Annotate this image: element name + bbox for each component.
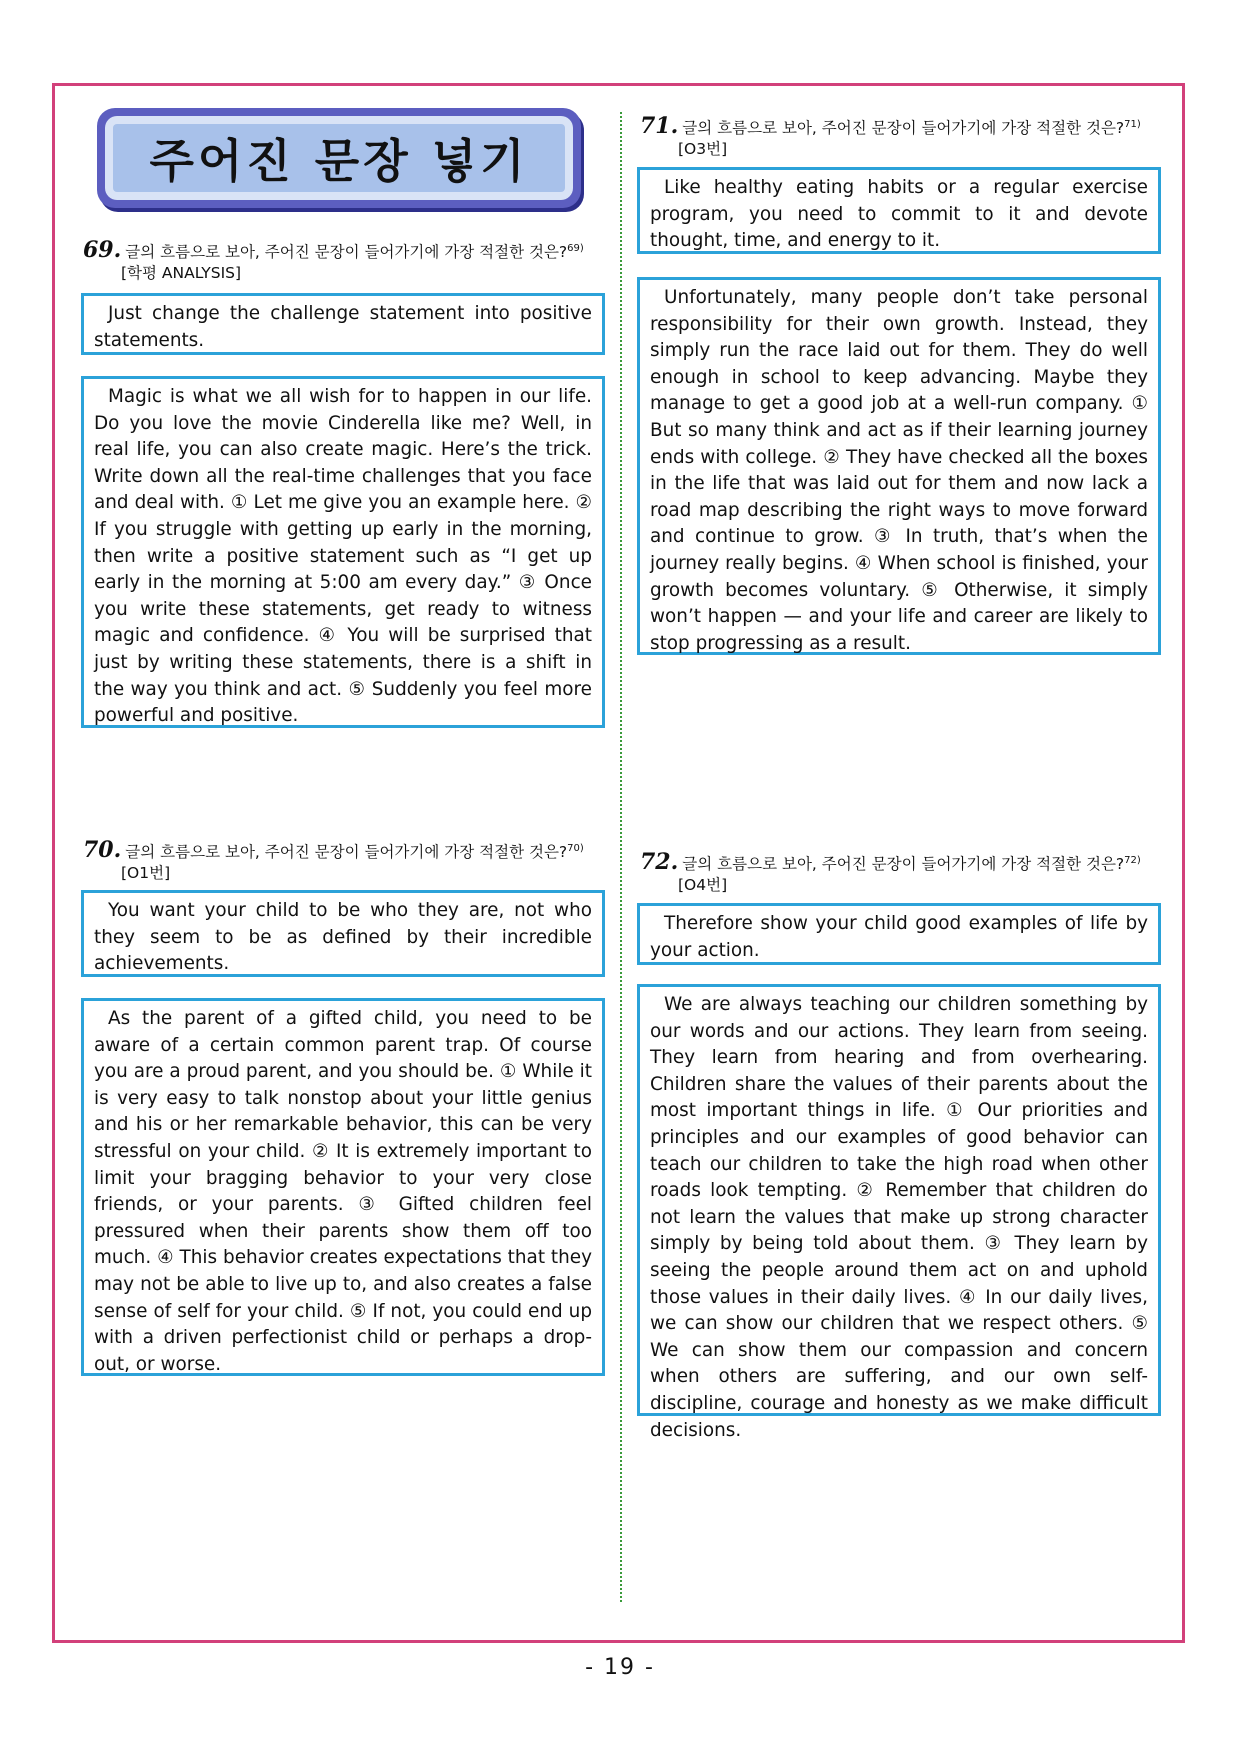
- question-source: [O3번]: [678, 140, 728, 158]
- passage-72: We are always teaching our children something by our words and our actions. They learn from seeing. They learn from hearing and from overhearing. Children share the values of their parents about the most important things in life. ① Our priorities and principles and our examples of good behavior can teach our children to take the high road when other roads look tempting. ② Remember that children do not learn the values that make up strong character simply by being told about them. ③ They learn by seeing the people around them act on and uphold those values in their daily lives. ④ In our daily lives, we can show our children that we respect others. ⑤ We can show them our compassion and concern when others are suffering, and our own self-discipline, courage and honesty as we make difficult decisions.: [637, 984, 1161, 1416]
- footnote-marker: 72): [1124, 854, 1141, 866]
- question-69-header: [83, 237, 603, 284]
- section-title-banner: [97, 108, 581, 208]
- section-title: 주어진 문장 넣기: [113, 124, 565, 192]
- question-prompt: 글의 흐름으로 보아, 주어진 문장이 들어가기에 가장 적절한 것은?: [682, 855, 1125, 873]
- question-source: [O4번]: [678, 876, 728, 894]
- question-prompt: 글의 흐름으로 보아, 주어진 문장이 들어가기에 가장 적절한 것은?: [125, 843, 568, 861]
- question-71-header: [640, 113, 1170, 160]
- passage-69: Magic is what we all wish for to happen in our life. Do you love the movie Cinderella like me? Well, in real life, you can also create magic. Here’s the trick. Write down all the real-time challenges that you face and deal with. ① Let me give you an example here. ② If you struggle with getting up early in the morning, then write a positive statement such as “I get up early in the morning at 5:00 am every day.” ③ Once you write these statements, get ready to witness magic and confidence. ④ You will be surprised that just by writing these statements, there is a shift in the way you think and act. ⑤ Suddenly you feel more powerful and positive.: [81, 376, 605, 728]
- column-divider: [620, 112, 622, 1602]
- question-source: [학평 ANALYSIS]: [121, 264, 242, 282]
- question-72-header: [640, 849, 1170, 896]
- question-number: 71.: [640, 113, 679, 139]
- given-sentence-71: Like healthy eating habits or a regular exercise program, you need to commit to it and devote thought, time, and energy to it.: [637, 167, 1161, 254]
- question-number: 69.: [83, 237, 122, 263]
- question-number: 70.: [83, 837, 122, 863]
- question-prompt: 글의 흐름으로 보아, 주어진 문장이 들어가기에 가장 적절한 것은?: [125, 243, 568, 261]
- question-prompt: 글의 흐름으로 보아, 주어진 문장이 들어가기에 가장 적절한 것은?: [682, 119, 1125, 137]
- footnote-marker: 70): [567, 842, 584, 854]
- given-sentence-72: Therefore show your child good examples of life by your action.: [637, 903, 1161, 965]
- page-number: - 19 -: [585, 1655, 655, 1680]
- footnote-marker: 69): [567, 242, 584, 254]
- question-source: [O1번]: [121, 864, 171, 882]
- question-70-header: [83, 837, 603, 884]
- given-sentence-70: You want your child to be who they are, not who they seem to be as defined by their incredible achievements.: [81, 890, 605, 977]
- passage-71: Unfortunately, many people don’t take personal responsibility for their own growth. Instead, they simply run the race laid out for them. They do well enough in school to keep advancing. Maybe they manage to get a good job at a well-run company. ① But so many think and act as if their learning journey ends with college. ② They have checked all the boxes in the life that was laid out for them and now lack a road map describing the right ways to move forward and continue to grow. ③ In truth, that’s when the journey really begins. ④ When school is finished, your growth becomes voluntary. ⑤ Otherwise, it simply won’t happen — and your life and career are likely to stop progressing as a result.: [637, 277, 1161, 655]
- question-number: 72.: [640, 849, 679, 875]
- passage-70: As the parent of a gifted child, you need to be aware of a certain common parent trap. Of course you are a proud parent, and you should be. ① While it is very easy to talk nonstop about your little genius and his or her remarkable behavior, this can be very stressful on your child. ② It is extremely important to limit your bragging behavior to your very close friends, or your parents. ③ Gifted children feel pressured when their parents show them off too much. ④ This behavior creates expectations that they may not be able to live up to, and also creates a false sense of self for your child. ⑤ If not, you could end up with a driven perfectionist child or perhaps a drop-out, or worse.: [81, 998, 605, 1376]
- footnote-marker: 71): [1124, 118, 1141, 130]
- given-sentence-69: Just change the challenge statement into positive statements.: [81, 293, 605, 355]
